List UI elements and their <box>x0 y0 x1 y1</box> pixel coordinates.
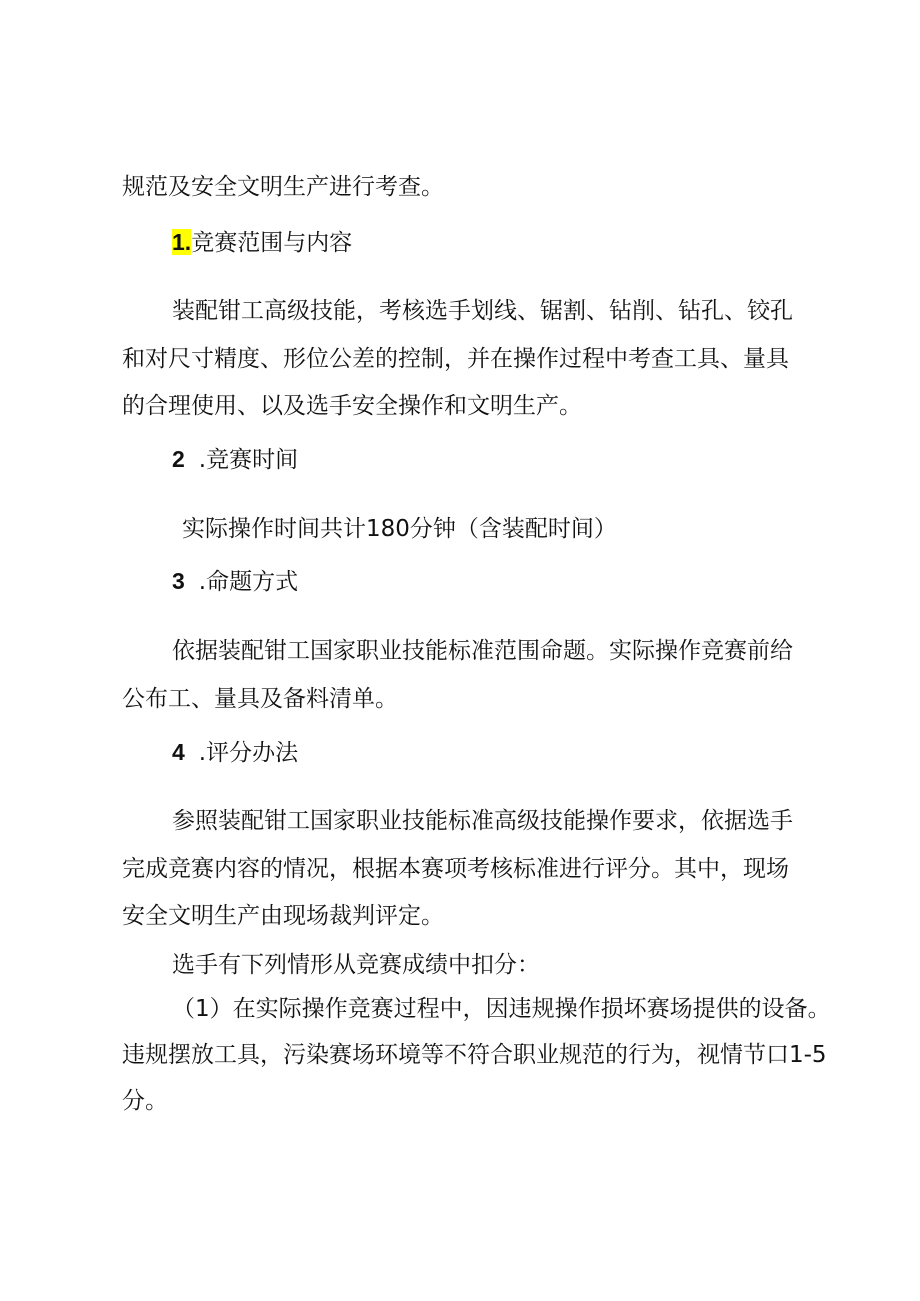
section-heading <box>172 737 298 768</box>
section-heading <box>172 566 298 597</box>
section-title: 竞赛范围与内容 <box>191 230 353 256</box>
paragraph-line: 依据装配钳工国家职业技能标准范围命题。实际操作竞赛前给 <box>172 638 793 664</box>
section-title: .命题方式 <box>198 569 299 595</box>
paragraph-line: （1）在实际操作竞赛过程中，因违规操作损坏赛场提供的设备。 <box>172 996 831 1022</box>
paragraph-line: 参照装配钳工国家职业技能标准高级技能操作要求，依据选手 <box>172 808 793 834</box>
paragraph-line: 分。 <box>122 1088 168 1114</box>
section-title: .评分办法 <box>198 740 299 766</box>
paragraph-line: 公布工、量具及备料清单。 <box>122 686 398 712</box>
paragraph-line: 实际操作时间共计180分钟（含装配时间） <box>182 516 617 542</box>
section-number: 2 <box>172 446 185 472</box>
paragraph-line: 的合理使用、以及选手安全操作和文明生产。 <box>122 393 582 419</box>
paragraph-line: 完成竞赛内容的情况，根据本赛项考核标准进行评分。其中，现场 <box>122 856 789 882</box>
section-number: 4 <box>172 739 185 765</box>
section-number: 3 <box>172 568 185 594</box>
paragraph-line: 违规摆放工具，污染赛场环境等不符合职业规范的行为，视情节口1-5 <box>122 1042 827 1068</box>
section-title: .竞赛时间 <box>198 447 299 473</box>
paragraph-line: 选手有下列情形从竞赛成绩中扣分： <box>172 952 540 978</box>
section-heading <box>172 444 298 475</box>
intro-line: 规范及安全文明生产进行考查。 <box>122 174 444 200</box>
section-heading <box>172 227 352 258</box>
paragraph-line: 安全文明生产由现场裁判评定。 <box>122 903 444 929</box>
paragraph-line: 装配钳工高级技能，考核选手划线、锯割、钻削、钻孔、铰孔 <box>172 298 793 324</box>
section-number-highlight: 1. <box>172 229 192 255</box>
paragraph-line: 和对尺寸精度、形位公差的控制，并在操作过程中考查工具、量具 <box>122 346 789 372</box>
